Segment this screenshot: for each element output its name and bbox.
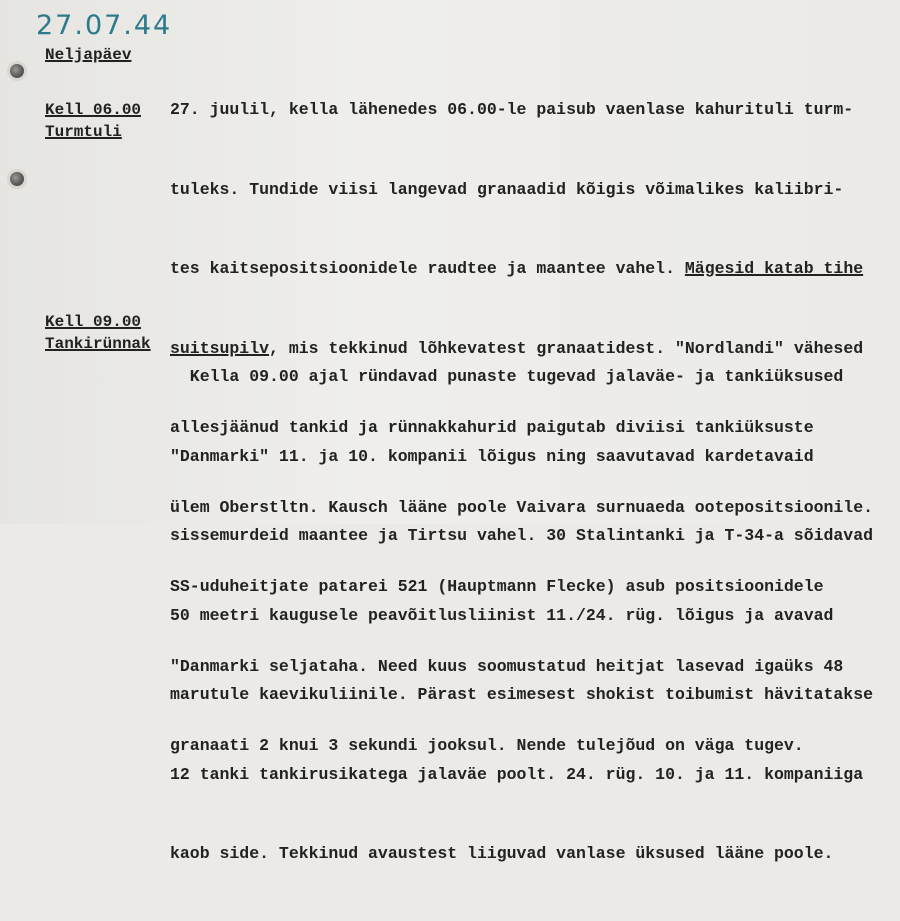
margin-note-day — [45, 44, 131, 66]
p1-line-2: tuleks. Tundide viisi langevad granaadid kõigis võimalikes kaliibri- — [170, 179, 844, 199]
margin-note-block2 — [45, 311, 151, 355]
block2-time: Kell 09.00 — [45, 313, 142, 331]
day-label: Neljapäev — [45, 46, 132, 64]
p1-line-3 — [170, 256, 885, 283]
p1-line-1: 27. juulil, kella lähenedes 06.00-le paisub vaenlase kahurituli turm- — [170, 100, 854, 119]
p1-line-3-text: tes kaitsepositsioonidele raudtee ja maantee vahel. — [170, 259, 685, 278]
entry-date: 27.07.44 — [36, 10, 173, 41]
binder-hole-top — [10, 64, 24, 78]
p2-line-2: "Danmarki" 11. ja 10. kompanii lõigus ning saavutavad kardetavaid — [170, 446, 814, 466]
p2-line-7: kaob side. Tekkinud avaustest liiguvad vanlase üksused lääne poole. — [170, 844, 834, 863]
paragraph-2 — [170, 311, 885, 921]
underlined-phrase-1: Mägesid katab tihe — [684, 259, 864, 278]
block1-time: Kell 06.00 — [45, 101, 142, 119]
p1-line-6: ülem Oberstltn. Kausch lääne poole Vaivara surnuaeda ootepositsioonile. — [170, 497, 874, 517]
p1-line-9: granaati 2 knui 3 sekundi jooksul. Nende tulejõud on väga tugev. — [170, 736, 804, 755]
p1-line-5: allesjäänud tankid ja rünnakkahurid paigutab diviisi tankiüksuste — [170, 418, 814, 437]
p1-line-7: SS-uduheitjate patarei 521 (Hauptmann Flecke) asub positsioonidele — [170, 577, 824, 596]
p2-line-6: 12 tanki tankirusikatega jalaväe poolt. 24. rüg. 10. ja 11. kompaniiga — [170, 764, 864, 784]
p1-line-8: "Danmarki seljataha. Need kuus soomustatud heitjat lasevad igaüks 48 — [170, 656, 844, 676]
p2-line-3: sissemurdeid maantee ja Tirtsu vahel. 30 Stalintanki ja T-34-a sõidavad — [170, 526, 874, 545]
block1-topic: Turmtuli — [45, 123, 122, 141]
p1-line-4-rest: , mis tekkinud lõhkevatest granaatidest. "Nordlandi" vähesed — [269, 338, 864, 358]
underlined-phrase-2: suitsupilv — [170, 338, 270, 358]
p2-line-4: 50 meetri kaugusele peavõitlusliinist 11./24. rüg. lõigus ja avavad — [170, 605, 834, 625]
binder-hole-bottom — [10, 172, 24, 186]
p2-line-5: marutule kaevikuliinile. Pärast esimesest shokist toibumist hävitatakse — [170, 685, 874, 704]
p2-line-1: Kella 09.00 ajal ründavad punaste tugevad jalaväe- ja tankiüksused — [170, 367, 844, 386]
margin-note-block1 — [45, 99, 141, 143]
block2-topic: Tankirünnak — [45, 335, 151, 353]
